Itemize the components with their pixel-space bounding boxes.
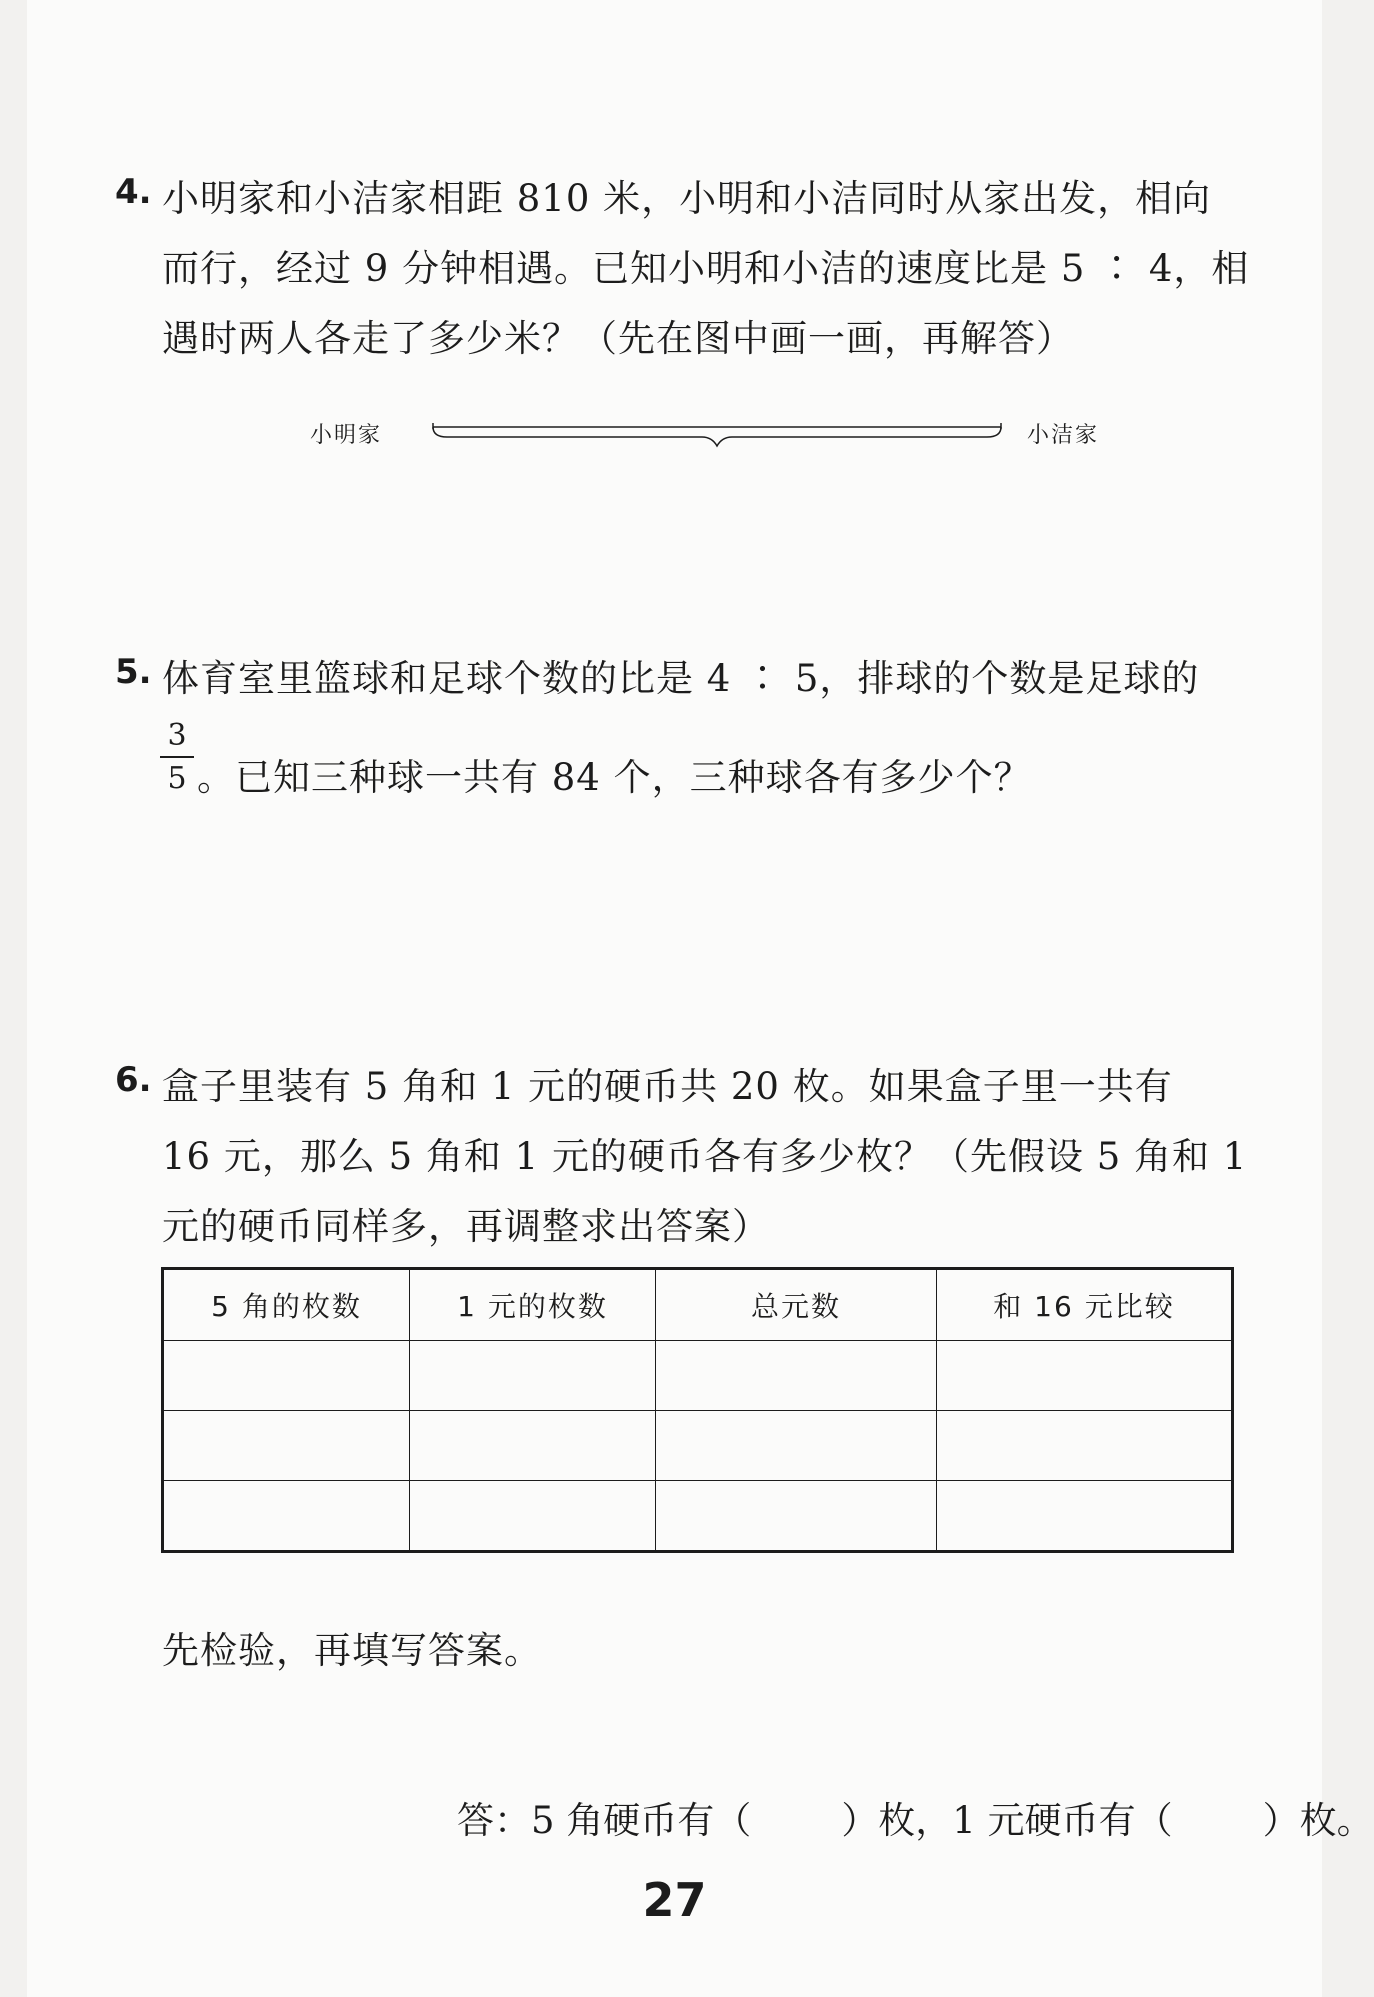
worksheet-page <box>27 0 1374 1997</box>
problem-text-line: 。已知三种球一共有 84 个，三种球各有多少个？ <box>197 756 1032 799</box>
table-cell[interactable] <box>163 1411 410 1481</box>
problem-text-line: 遇时两人各走了多少米？（先在图中画一画，再解答） <box>162 317 1074 360</box>
problem-text-line: 小明家和小洁家相距 810 米，小明和小洁同时从家出发，相向 <box>162 177 1212 220</box>
problem-number: 4. <box>115 172 152 212</box>
table-header: 1 元的枚数 <box>410 1269 656 1341</box>
problem-text-line: 元的硬币同样多，再调整求出答案） <box>162 1205 770 1248</box>
table-row <box>163 1411 1233 1481</box>
answer-text: 答：5 角硬币有（ <box>457 1799 752 1842</box>
coin-table <box>161 1267 1234 1553</box>
check-instruction: 先检验，再填写答案。 <box>162 1629 542 1672</box>
table-row <box>163 1341 1233 1411</box>
table-cell[interactable] <box>656 1341 937 1411</box>
problem-number: 6. <box>115 1060 152 1100</box>
diagram-right-label: 小洁家 <box>1027 423 1100 448</box>
page-number: 27 <box>642 1873 707 1927</box>
fraction <box>160 718 194 796</box>
table-header-row <box>163 1269 1233 1341</box>
distance-line-with-brace <box>427 415 1007 455</box>
problem-text-line: 盒子里装有 5 角和 1 元的硬币共 20 枚。如果盒子里一共有 <box>162 1065 1173 1108</box>
table-header: 5 角的枚数 <box>163 1269 410 1341</box>
table-cell[interactable] <box>163 1481 410 1552</box>
distance-diagram[interactable] <box>27 410 1322 470</box>
problem-text-line: 体育室里篮球和足球个数的比是 4 ∶ 5，排球的个数是足球的 <box>162 657 1200 700</box>
table-cell[interactable] <box>163 1341 410 1411</box>
table-cell[interactable] <box>937 1341 1233 1411</box>
table-header: 总元数 <box>656 1269 937 1341</box>
problem-text-line: 16 元，那么 5 角和 1 元的硬币各有多少枚？（先假设 5 角和 1 <box>162 1135 1248 1178</box>
table-cell[interactable] <box>937 1411 1233 1481</box>
answer-line <box>457 1790 1374 1844</box>
table-cell[interactable] <box>410 1411 656 1481</box>
table-cell[interactable] <box>410 1341 656 1411</box>
table-cell[interactable] <box>656 1411 937 1481</box>
fraction-numerator: 3 <box>167 718 187 753</box>
fraction-bar <box>160 756 194 758</box>
table-cell[interactable] <box>656 1481 937 1552</box>
problem-text-line: 而行，经过 9 分钟相遇。已知小明和小洁的速度比是 5 ∶ 4，相 <box>162 247 1250 290</box>
diagram-left-label: 小明家 <box>310 423 383 448</box>
table-cell[interactable] <box>410 1481 656 1552</box>
table-cell[interactable] <box>937 1481 1233 1552</box>
table-row <box>163 1481 1233 1552</box>
table-header: 和 16 元比较 <box>937 1269 1233 1341</box>
answer-text: ）枚。 <box>1262 1799 1374 1842</box>
fraction-denominator: 5 <box>167 761 187 796</box>
problem-number: 5. <box>115 652 152 692</box>
answer-text: ）枚，1 元硬币有（ <box>841 1799 1173 1842</box>
